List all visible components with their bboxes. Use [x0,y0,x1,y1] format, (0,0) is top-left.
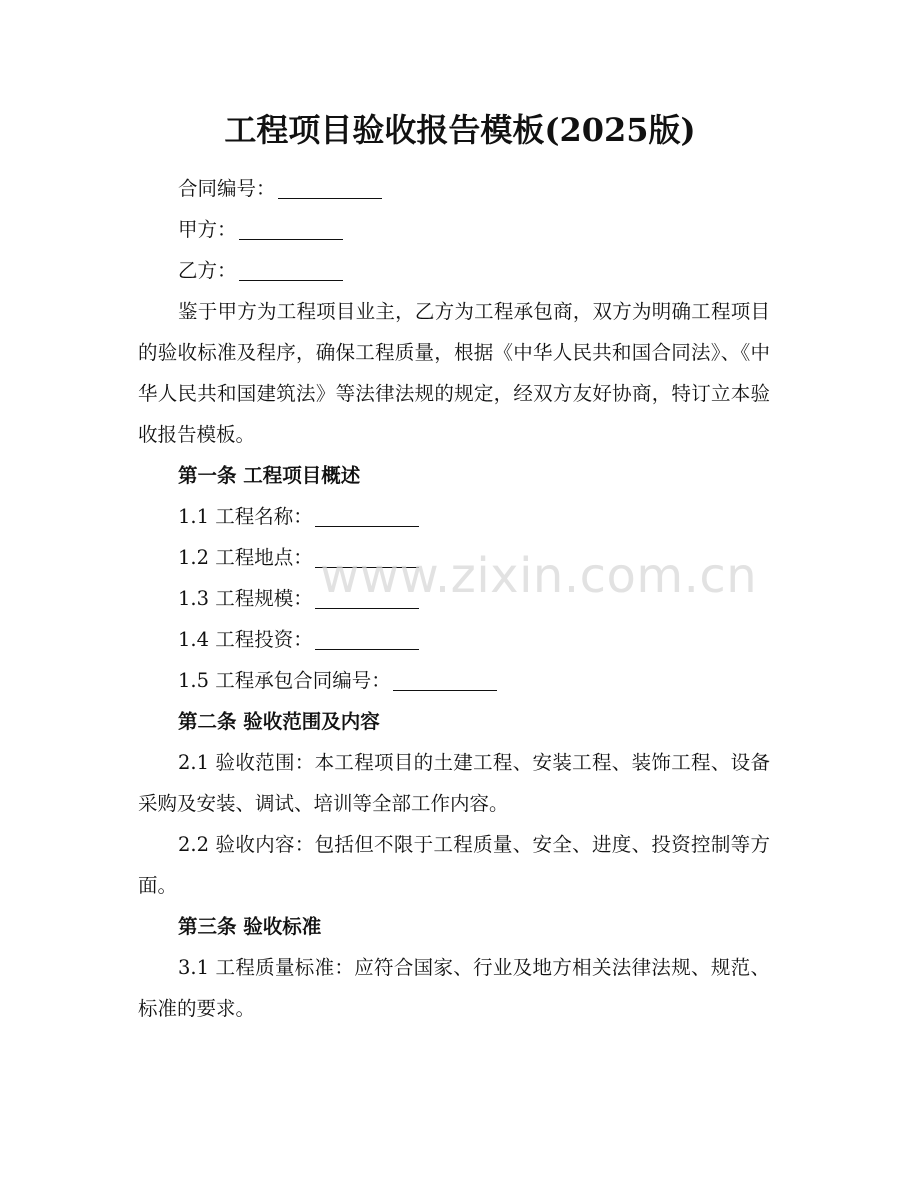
watermark: www.zixin.com.cn [320,548,758,604]
contract-ref-blank [393,689,497,691]
article-2-item-2: 2.2 验收内容：包括但不限于工程质量、安全、进度、投资控制等方面。 [138,833,770,897]
article-1-item-1 [138,496,770,537]
party-a-label: 甲方： [178,218,237,241]
article-2-item-1: 2.1 验收范围：本工程项目的土建工程、安装工程、装饰工程、设备采购及安装、调试、培训等全部工作内容。 [138,751,770,815]
article-1-heading: 第一条 工程项目概述 [178,464,361,487]
project-location-label: 1.2 工程地点： [178,546,313,569]
party-a-blank [239,238,343,240]
project-scale-label: 1.3 工程规模： [178,587,313,610]
project-name-label: 1.1 工程名称： [178,505,313,528]
contract-number-label: 合同编号： [178,177,276,200]
article-3-item-1: 3.1 工程质量标准：应符合国家、行业及地方相关法律法规、规范、标准的要求。 [138,956,770,1020]
project-name-blank [315,525,419,527]
document-title: 工程项目验收报告模板(2025版) [224,111,696,149]
contract-ref-label: 1.5 工程承包合同编号： [178,669,391,692]
party-b-label: 乙方： [178,259,237,282]
contract-number-blank [278,197,382,199]
article-1-item-5 [138,660,770,701]
article-1-item-4 [138,619,770,660]
party-b-blank [239,279,343,281]
contract-number-line [138,168,770,209]
project-scale-blank [315,607,419,609]
project-investment-label: 1.4 工程投资： [178,628,313,651]
article-3-heading: 第三条 验收标准 [178,915,322,938]
party-a-line [138,209,770,250]
preamble-paragraph: 鉴于甲方为工程项目业主，乙方为工程承包商，双方为明确工程项目的验收标准及程序，确保工程质量，根据《中华人民共和国合同法》、《中华人民共和国建筑法》等法律法规的规定，经双方友好协商，特订立本验收报告模板。 [138,300,770,446]
project-investment-blank [315,648,419,650]
article-2-heading: 第二条 验收范围及内容 [178,710,380,733]
party-b-line [138,250,770,291]
